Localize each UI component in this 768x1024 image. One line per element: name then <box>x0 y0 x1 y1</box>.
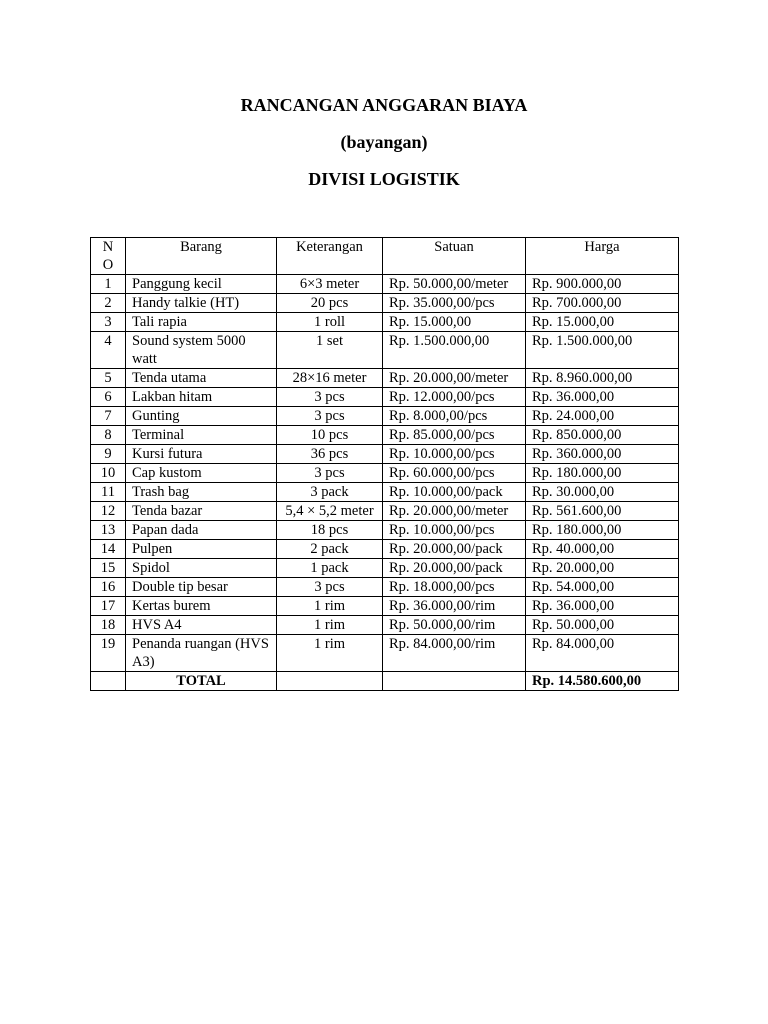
row-barang: Pulpen <box>126 540 277 559</box>
row-harga: Rp. 84.000,00 <box>526 635 679 672</box>
row-no: 15 <box>91 559 126 578</box>
table-row <box>91 426 679 445</box>
row-no: 14 <box>91 540 126 559</box>
table-row <box>91 540 679 559</box>
row-keterangan: 28×16 meter <box>277 369 383 388</box>
row-barang: Tali rapia <box>126 313 277 332</box>
row-keterangan: 3 pcs <box>277 578 383 597</box>
row-satuan: Rp. 8.000,00/pcs <box>383 407 526 426</box>
row-keterangan: 3 pcs <box>277 388 383 407</box>
row-harga: Rp. 24.000,00 <box>526 407 679 426</box>
row-barang: Panggung kecil <box>126 275 277 294</box>
row-satuan: Rp. 20.000,00/pack <box>383 540 526 559</box>
row-harga: Rp. 8.960.000,00 <box>526 369 679 388</box>
row-harga: Rp. 30.000,00 <box>526 483 679 502</box>
row-no: 5 <box>91 369 126 388</box>
row-harga: Rp. 900.000,00 <box>526 275 679 294</box>
row-no: 2 <box>91 294 126 313</box>
table-row <box>91 502 679 521</box>
row-satuan: Rp. 60.000,00/pcs <box>383 464 526 483</box>
row-keterangan: 1 roll <box>277 313 383 332</box>
row-harga: Rp. 700.000,00 <box>526 294 679 313</box>
row-satuan: Rp. 84.000,00/rim <box>383 635 526 672</box>
row-keterangan: 6×3 meter <box>277 275 383 294</box>
row-harga: Rp. 561.600,00 <box>526 502 679 521</box>
row-no: 18 <box>91 616 126 635</box>
table-row <box>91 578 679 597</box>
row-keterangan: 1 pack <box>277 559 383 578</box>
row-no: 9 <box>91 445 126 464</box>
row-satuan: Rp. 35.000,00/pcs <box>383 294 526 313</box>
row-barang: Kursi futura <box>126 445 277 464</box>
table-row <box>91 597 679 616</box>
header-harga: Harga <box>526 238 679 275</box>
row-satuan: Rp. 50.000,00/rim <box>383 616 526 635</box>
row-keterangan: 1 set <box>277 332 383 369</box>
row-keterangan: 20 pcs <box>277 294 383 313</box>
table-row <box>91 616 679 635</box>
row-barang: Papan dada <box>126 521 277 540</box>
row-no: 17 <box>91 597 126 616</box>
row-satuan: Rp. 36.000,00/rim <box>383 597 526 616</box>
row-harga: Rp. 20.000,00 <box>526 559 679 578</box>
row-keterangan: 5,4 × 5,2 meter <box>277 502 383 521</box>
row-barang: Tenda utama <box>126 369 277 388</box>
row-barang: Double tip besar <box>126 578 277 597</box>
table-row <box>91 275 679 294</box>
row-no: 10 <box>91 464 126 483</box>
table-row <box>91 521 679 540</box>
header-barang: Barang <box>126 238 277 275</box>
row-keterangan: 3 pcs <box>277 464 383 483</box>
table-row <box>91 407 679 426</box>
row-keterangan: 3 pack <box>277 483 383 502</box>
budget-table <box>90 237 679 691</box>
row-keterangan: 2 pack <box>277 540 383 559</box>
row-satuan: Rp. 10.000,00/pack <box>383 483 526 502</box>
row-satuan: Rp. 1.500.000,00 <box>383 332 526 369</box>
row-barang: Terminal <box>126 426 277 445</box>
document-title: RANCANGAN ANGGARAN BIAYA <box>240 95 528 115</box>
row-no: 19 <box>91 635 126 672</box>
table-row <box>91 294 679 313</box>
row-no: 1 <box>91 275 126 294</box>
table-row <box>91 369 679 388</box>
table-row <box>91 388 679 407</box>
total-empty-cell <box>91 672 126 691</box>
row-barang: Cap kustom <box>126 464 277 483</box>
row-keterangan: 3 pcs <box>277 407 383 426</box>
row-keterangan: 18 pcs <box>277 521 383 540</box>
row-no: 12 <box>91 502 126 521</box>
table-row <box>91 464 679 483</box>
row-keterangan: 1 rim <box>277 616 383 635</box>
row-no: 3 <box>91 313 126 332</box>
table-row <box>91 332 679 369</box>
row-satuan: Rp. 20.000,00/meter <box>383 502 526 521</box>
table-row <box>91 445 679 464</box>
table-header-row <box>91 238 679 275</box>
total-row <box>91 672 679 691</box>
row-satuan: Rp. 50.000,00/meter <box>383 275 526 294</box>
row-barang: Spidol <box>126 559 277 578</box>
row-no: 8 <box>91 426 126 445</box>
table-row <box>91 313 679 332</box>
row-barang: Tenda bazar <box>126 502 277 521</box>
table-row <box>91 483 679 502</box>
row-satuan: Rp. 10.000,00/pcs <box>383 521 526 540</box>
total-empty-cell <box>383 672 526 691</box>
row-harga: Rp. 36.000,00 <box>526 597 679 616</box>
row-harga: Rp. 54.000,00 <box>526 578 679 597</box>
row-harga: Rp. 360.000,00 <box>526 445 679 464</box>
division-heading: DIVISI LOGISTIK <box>308 169 460 189</box>
row-satuan: Rp. 12.000,00/pcs <box>383 388 526 407</box>
row-satuan: Rp. 85.000,00/pcs <box>383 426 526 445</box>
table-row <box>91 559 679 578</box>
document-subtitle: (bayangan) <box>340 132 428 152</box>
row-no: 4 <box>91 332 126 369</box>
row-keterangan: 1 rim <box>277 597 383 616</box>
row-satuan: Rp. 20.000,00/pack <box>383 559 526 578</box>
row-barang: Sound system 5000 watt <box>126 332 277 369</box>
row-barang: Trash bag <box>126 483 277 502</box>
row-no: 13 <box>91 521 126 540</box>
row-harga: Rp. 180.000,00 <box>526 521 679 540</box>
row-harga: Rp. 850.000,00 <box>526 426 679 445</box>
row-harga: Rp. 1.500.000,00 <box>526 332 679 369</box>
row-harga: Rp. 50.000,00 <box>526 616 679 635</box>
header-keterangan: Keterangan <box>277 238 383 275</box>
row-no: 7 <box>91 407 126 426</box>
row-harga: Rp. 40.000,00 <box>526 540 679 559</box>
row-barang: Penanda ruangan (HVS A3) <box>126 635 277 672</box>
total-label: TOTAL <box>126 672 277 691</box>
row-barang: HVS A4 <box>126 616 277 635</box>
row-satuan: Rp. 20.000,00/meter <box>383 369 526 388</box>
row-satuan: Rp. 15.000,00 <box>383 313 526 332</box>
row-keterangan: 36 pcs <box>277 445 383 464</box>
row-barang: Lakban hitam <box>126 388 277 407</box>
row-no: 6 <box>91 388 126 407</box>
row-barang: Handy talkie (HT) <box>126 294 277 313</box>
row-satuan: Rp. 10.000,00/pcs <box>383 445 526 464</box>
row-keterangan: 1 rim <box>277 635 383 672</box>
header-satuan: Satuan <box>383 238 526 275</box>
table-row <box>91 635 679 672</box>
row-satuan: Rp. 18.000,00/pcs <box>383 578 526 597</box>
row-keterangan: 10 pcs <box>277 426 383 445</box>
row-no: 11 <box>91 483 126 502</box>
header-no: N O <box>91 238 126 275</box>
total-harga: Rp. 14.580.600,00 <box>526 672 679 691</box>
row-harga: Rp. 36.000,00 <box>526 388 679 407</box>
row-harga: Rp. 180.000,00 <box>526 464 679 483</box>
row-harga: Rp. 15.000,00 <box>526 313 679 332</box>
row-barang: Kertas burem <box>126 597 277 616</box>
row-no: 16 <box>91 578 126 597</box>
total-empty-cell <box>277 672 383 691</box>
row-barang: Gunting <box>126 407 277 426</box>
